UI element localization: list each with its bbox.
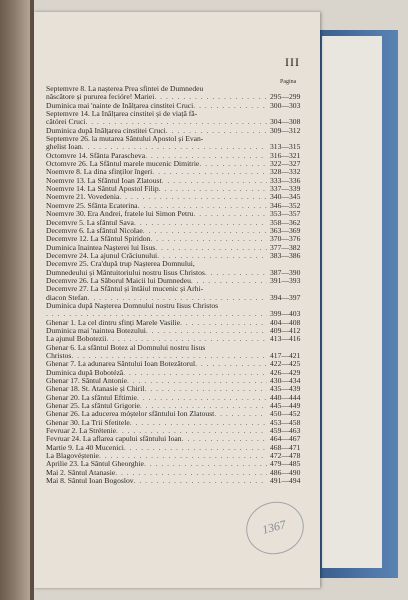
toc-entry-pages: 486—490 [270, 467, 301, 477]
toc-entry-pages: 426—429 [270, 367, 301, 377]
toc-entry-title: Septemvre 14. La Inălțarea cinstitei și de viață fă- [46, 110, 198, 119]
toc-entry-pages: 413—416 [270, 334, 301, 344]
toc-entry-pages: 464—467 [270, 434, 301, 444]
toc-entry-title: Fevruar 24. La aflarea capului sfântului Ioan [46, 435, 182, 444]
toc-entry-title: Fevruar 2. La Strétenie [46, 427, 117, 436]
book-endpaper [322, 36, 382, 568]
toc-leader-dots [146, 327, 267, 335]
toc-entry-pages: 304—308 [270, 117, 301, 127]
toc-leader-dots [123, 369, 267, 377]
toc-entry-title: Octomvre 14. Sfânta Parascheva [46, 151, 146, 160]
toc-entry-pages: 479—485 [270, 459, 301, 469]
toc-entry-title: Noemvre 14. La Săntul Apostol Filip [46, 185, 159, 194]
toc-leader-dots [106, 335, 267, 343]
toc-entry-pages: 316—321 [270, 150, 301, 160]
toc-entry-pages: 358—362 [270, 217, 301, 227]
toc-entry-title: Decemvre 5. La sfântul Sava [46, 218, 134, 227]
toc-entry [46, 277, 316, 285]
toc-entry-title: Duminica mai 'nainte de Inălțarea cinstitei Cruci [46, 101, 194, 110]
toc-entry-title: Duminica mai 'naintea Botezului [46, 326, 146, 335]
toc-entry-title: Ghenar 6. La sfântul Botez al Domnului nostru Iisus [46, 343, 206, 352]
toc-entry-pages: 353—357 [270, 209, 301, 219]
toc-entry-title: Noemvre 21. Vovedenia [46, 193, 120, 202]
toc-entry-title: Ghenar 18. St. Atanasie și Chiril [46, 385, 145, 394]
toc-entry-title: Decemvre 26. La Săborul Maicii lui Dumnedeu [46, 276, 191, 285]
toc-leader-dots [46, 310, 267, 318]
toc-entry-pages: 313—315 [270, 142, 301, 152]
toc-leader-dots [154, 93, 267, 101]
toc-leader-dots [145, 152, 267, 160]
toc-entry-title: La Blagovéștenie [46, 452, 99, 461]
toc-leader-dots [193, 102, 267, 110]
toc-entry-pages: 422—425 [270, 359, 301, 369]
toc-entry-title: Noemvre 8. La dina sfinților îngeri [46, 168, 153, 177]
toc-entry-pages: 377—382 [270, 242, 301, 252]
toc-entry-title: Christos [46, 352, 72, 360]
book-gutter-shadow [0, 0, 32, 600]
toc-leader-dots [193, 210, 267, 218]
toc-entry [46, 335, 316, 343]
toc-leader-dots [150, 235, 267, 243]
toc-leader-dots [155, 244, 267, 252]
toc-entry-title: Duminica după Inălțarea cinstitei Cruci [46, 126, 166, 135]
toc-entry-pages: 440—444 [270, 392, 301, 402]
toc-entry-title: Ghenar 1. La cel dintru sfinți Marele Vasilie [46, 318, 180, 327]
toc-leader-dots [162, 177, 267, 185]
toc-entry-title: Noemvre 25. Sfânta Ecaterina [46, 201, 138, 210]
toc-leader-dots [119, 193, 267, 201]
toc-leader-dots [199, 160, 267, 168]
toc-leader-dots [85, 118, 267, 126]
toc-entry-title: diacon Stefan [46, 293, 88, 302]
toc-entry-pages: 346—352 [270, 200, 301, 210]
toc-leader-dots [152, 168, 267, 176]
toc-entry [46, 102, 316, 110]
toc-entry-title: ghelist Ioan [46, 143, 82, 152]
toc-entry-title: Ghenar 7. La adunarea Săntului Ioan Botezătorul [46, 360, 196, 369]
toc-entry [46, 252, 316, 260]
toc-entry-pages: 337—339 [270, 184, 301, 194]
toc-entry-pages: 491—494 [270, 476, 301, 486]
toc-entry-pages: 370—376 [270, 234, 301, 244]
toc-entry-pages: 383—386 [270, 250, 301, 260]
toc-entry-title: Octomvre 26. La Sfântul marele mucenic Dimitrie [46, 160, 200, 169]
toc-entry-pages: 387—390 [270, 267, 301, 277]
toc-entry-pages: 333—336 [270, 175, 301, 185]
toc-entry-title: Ghenar 25. La sfântul Grigorie [46, 402, 140, 411]
toc-entry-pages: 363—369 [270, 225, 301, 235]
toc-leader-dots [116, 427, 267, 435]
toc-entry-pages: 453—458 [270, 417, 301, 427]
toc-entry-title: La ajunul Bobotezii [46, 335, 107, 344]
toc-leader-dots [182, 435, 267, 443]
toc-leader-dots [134, 219, 267, 227]
toc-leader-dots [124, 444, 267, 452]
toc-leader-dots [180, 319, 267, 327]
toc-leader-dots [130, 419, 267, 427]
toc-entry-title: Ghenar 17. Săntul Antonie [46, 377, 127, 386]
table-of-contents [46, 85, 316, 486]
toc-entry-pages: 322—327 [270, 159, 301, 169]
toc-entry-title: născătore și pururea fecióre! Mariei [46, 93, 155, 102]
toc-entry-title: Dumnedeului și Mântuitoriului nostru Iisus Christos [46, 268, 205, 277]
toc-entry-title: Mai 8. Săntul Ioan Bogoslov [46, 477, 134, 486]
toc-entry-title: Noemvre 13. La Sfântul Ioan Zlatoust [46, 176, 162, 185]
toc-leader-dots [191, 277, 267, 285]
page-number: III [285, 55, 300, 69]
toc-entry-title: Duminica înaintea Nașterei lui Iisus [46, 243, 156, 252]
toc-entry-title: Decemvre 6. La sfântul Nicolae [46, 226, 143, 235]
toc-entry-title: cătórei Cruci [46, 118, 86, 127]
stamp-number: 1367 [260, 517, 288, 537]
toc-entry-title: Duminica după Nașterea Domnului nostru Iisus Christos [46, 301, 219, 310]
toc-leader-dots [138, 202, 267, 210]
toc-leader-dots [71, 352, 267, 360]
toc-entry-pages: 328—332 [270, 167, 301, 177]
toc-entry-pages: 435—439 [270, 384, 301, 394]
toc-entry [46, 127, 316, 135]
toc-entry-pages: 472—478 [270, 451, 301, 461]
toc-entry-title: Martie 9. La 40 Mucenici [46, 443, 124, 452]
toc-leader-dots [115, 469, 267, 477]
toc-entry-title: Ghenar 30. La Trii Sfetitele [46, 418, 130, 427]
toc-entry-pages: 450—452 [270, 409, 301, 419]
toc-leader-dots [214, 410, 267, 418]
toc-entry-pages: 459—463 [270, 426, 301, 436]
toc-leader-dots [99, 452, 267, 460]
toc-entry-pages: 394—397 [270, 292, 301, 302]
toc-leader-dots [166, 127, 267, 135]
toc-entry-title: Decemvre 27. La Sfântul și întâiul mucenic și Arhi- [46, 285, 204, 294]
toc-entry-pages: 309—312 [270, 125, 301, 135]
toc-entry-title: Decemvre 12. La Sfântul Spiridon [46, 235, 151, 244]
toc-entry-pages: 300—303 [270, 100, 301, 110]
toc-entry-title: Decemvre 25. Cra'după trup Nașterea Domnului, [46, 260, 195, 269]
toc-leader-dots [143, 227, 267, 235]
toc-entry-pages: 391—393 [270, 275, 301, 285]
toc-entry-pages: 399—403 [270, 309, 301, 319]
toc-leader-dots [205, 269, 267, 277]
toc-leader-dots [140, 402, 267, 410]
toc-leader-dots [88, 294, 267, 302]
toc-entry-pages: 340—345 [270, 192, 301, 202]
pages-column-header: Pagina [280, 79, 297, 85]
toc-entry-title: Ghenar 20. La sfântul Eftimie [46, 393, 137, 402]
toc-entry-title: Duminica după Bobotéză [46, 368, 124, 377]
toc-leader-dots [195, 360, 267, 368]
toc-entry-pages: 445—449 [270, 401, 301, 411]
toc-entry-pages: 409—412 [270, 325, 301, 335]
toc-entry-pages: 417—421 [270, 351, 301, 360]
toc-leader-dots [82, 143, 267, 151]
toc-leader-dots [144, 460, 267, 468]
toc-entry-pages: 404—408 [270, 317, 301, 327]
toc-leader-dots [137, 394, 267, 402]
toc-entry-title: Septemvre 8. La nașterea Prea sfintei de Dumnedeu [46, 85, 204, 93]
toc-leader-dots [127, 377, 267, 385]
toc-entry-title: Noemvre 30. Era Andrei, fratele lui Simon Petru [46, 210, 194, 219]
toc-entry-pages: 430—434 [270, 376, 301, 386]
toc-entry-title: Aprilie 23. La Săntul Gheorghie [46, 460, 144, 469]
toc-leader-dots [134, 477, 267, 485]
toc-leader-dots [159, 185, 267, 193]
toc-entry-title: Septemvre 26. la mutarea Săntului Apostol și Evan- [46, 135, 204, 144]
toc-entry [46, 477, 316, 485]
toc-entry-pages: 295—299 [270, 92, 301, 102]
toc-entry-title: Decemvre 24. La ajunul Crăciunului [46, 251, 158, 260]
toc-entry [46, 294, 316, 302]
toc-leader-dots [145, 385, 268, 393]
toc-entry-pages: 468—471 [270, 442, 301, 452]
toc-entry-title: Mai 2. Săntul Atanasie [46, 468, 116, 477]
toc-entry-title: Ghenar 26. La aducerea móștelor sfântului Ion Zlatoust [46, 410, 215, 419]
toc-leader-dots [157, 252, 267, 260]
